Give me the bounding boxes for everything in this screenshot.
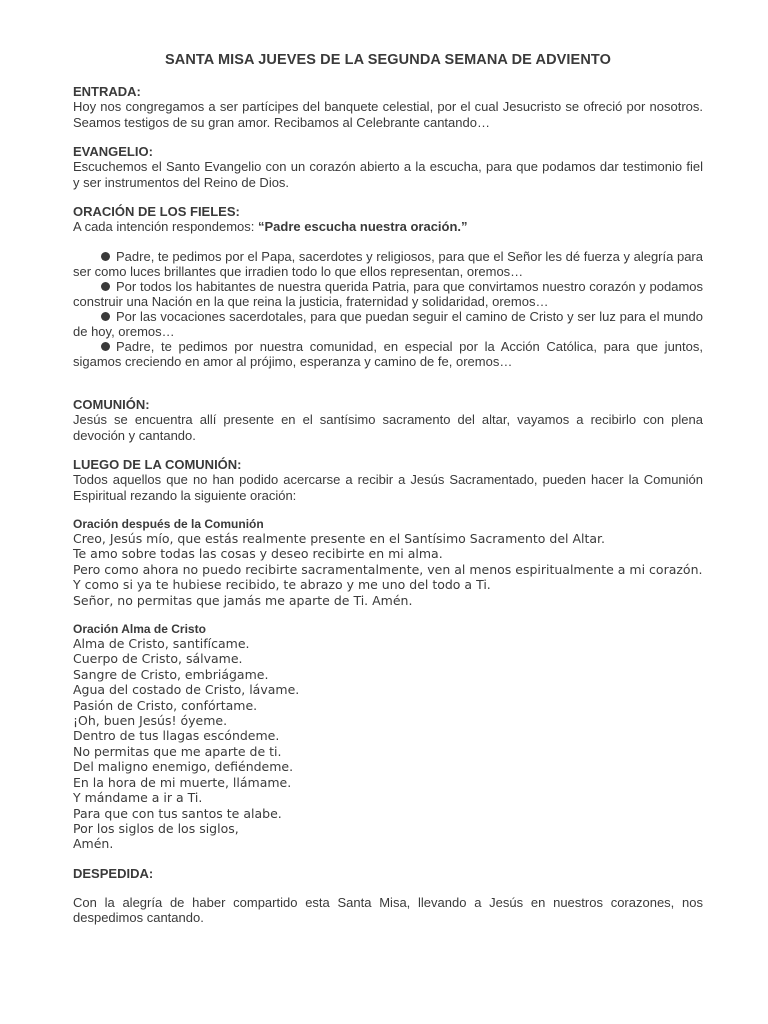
prayer-line: En la hora de mi muerte, llámame. xyxy=(73,774,292,790)
document-page xyxy=(73,50,703,926)
intention-item xyxy=(73,279,703,309)
despedida-text: Con la alegría de haber compartido esta Santa Misa, llevando a Jesús en nuestros corazones, nos despedimos cantando. xyxy=(73,894,703,926)
comunion-section xyxy=(73,397,703,443)
prayer-line: Amén. xyxy=(73,836,114,852)
oracion-alma-body xyxy=(73,636,703,852)
intention-item xyxy=(73,249,703,279)
intention-text: Por las vocaciones sacerdotales, para que puedan seguir el camino de Cristo y ser luz para el mundo de hoy, oremos… xyxy=(73,309,703,339)
prayer-line: Dentro de tus llagas escóndeme. xyxy=(73,728,280,744)
oracion-fieles-intro xyxy=(73,219,703,235)
response-text: “Padre escucha nuestra oración.” xyxy=(258,219,468,234)
prayer-line: Del maligno enemigo, defiéndeme. xyxy=(73,759,294,775)
evangelio-heading: EVANGELIO: xyxy=(73,144,153,159)
luego-comunion-text: Todos aquellos que no han podido acercarse a recibir a Jesús Sacramentado, pueden hacer la Comunión Espiritual rezando la siguiente oración: xyxy=(73,472,703,503)
intention-item xyxy=(73,309,703,339)
intro-text: A cada intención respondemos: xyxy=(73,219,259,234)
evangelio-section xyxy=(73,144,703,190)
evangelio-text: Escuchemos el Santo Evangelio con un corazón abierto a la escucha, para que podamos dar testimonio fiel y ser instrumentos del Reino de Dios. xyxy=(73,159,703,190)
bullet-icon xyxy=(101,282,110,291)
intention-text: Padre, te pedimos por nuestra comunidad, en especial por la Acción Católica, para que juntos, sigamos creciendo en amor al prójimo, esperanza y camino de fe, oremos… xyxy=(73,339,703,369)
oracion-despues-heading: Oración después de la Comunión xyxy=(73,517,264,531)
bullet-icon xyxy=(101,312,110,321)
despedida-section xyxy=(73,866,703,926)
oracion-alma-section xyxy=(73,622,703,852)
prayer-line: ¡Oh, buen Jesús! óyeme. xyxy=(73,713,228,729)
prayer-line: Alma de Cristo, santifícame. xyxy=(73,636,250,652)
luego-comunion-heading: LUEGO DE LA COMUNIÓN: xyxy=(73,457,242,472)
despedida-heading: DESPEDIDA: xyxy=(73,865,154,881)
oracion-despues-section xyxy=(73,517,703,608)
comunion-heading: COMUNIÓN: xyxy=(73,397,150,412)
prayer-line: Pasión de Cristo, confórtame. xyxy=(73,697,258,713)
prayer-line: Por los siglos de los siglos, xyxy=(73,820,239,836)
prayer-line: Cuerpo de Cristo, sálvame. xyxy=(73,651,243,667)
prayer-line: Y mándame a ir a Ti. xyxy=(73,790,203,806)
document-title: SANTA MISA JUEVES DE LA SEGUNDA SEMANA DE ADVIENTO xyxy=(165,52,611,68)
luego-comunion-section xyxy=(73,457,703,503)
entrada-section xyxy=(73,84,703,130)
entrada-heading: ENTRADA: xyxy=(73,84,141,99)
oracion-despues-body xyxy=(73,531,703,608)
prayer-line: Creo, Jesús mío, que estás realmente presente en el Santísimo Sacramento del Altar. xyxy=(73,531,606,546)
bullet-icon xyxy=(101,342,110,351)
prayer-line: Sangre de Cristo, embriágame. xyxy=(73,666,269,682)
prayer-line: Te amo sobre todas las cosas y deseo recibirte en mi alma. xyxy=(73,546,443,562)
bullet-icon xyxy=(101,252,110,261)
prayer-line: Señor, no permitas que jamás me aparte de Ti. Amén. xyxy=(73,592,413,608)
prayer-line: Y como si ya te hubiese recibido, te abrazo y me uno del todo a Ti. xyxy=(73,577,491,593)
oracion-fieles-heading: ORACIÓN DE LOS FIELES: xyxy=(73,204,240,219)
intention-item xyxy=(73,339,703,369)
oracion-fieles-section xyxy=(73,204,703,369)
prayer-line: Pero como ahora no puedo recibirte sacramentalmente, ven al menos espiritualmente a mi corazón. xyxy=(73,561,703,577)
comunion-text: Jesús se encuentra allí presente en el santísimo sacramento del altar, vayamos a recibirlo con plena devoción y cantando. xyxy=(73,412,703,443)
intention-text: Padre, te pedimos por el Papa, sacerdotes y religiosos, para que el Señor les dé fuerza y alegría para ser como luces brillantes que irradien todo lo que ellos representan, oremos… xyxy=(73,249,703,279)
prayer-line: No permitas que me aparte de ti. xyxy=(73,743,282,759)
prayer-line: Para que con tus santos te alabe. xyxy=(73,805,282,821)
oracion-alma-heading: Oración Alma de Cristo xyxy=(73,622,206,637)
prayer-line: Agua del costado de Cristo, lávame. xyxy=(73,682,300,698)
intention-text: Por todos los habitantes de nuestra querida Patria, para que convirtamos nuestro corazón y podamos construir una Nación en la que reina la justicia, fraternidad y solidaridad, oremos… xyxy=(73,279,703,309)
entrada-text: Hoy nos congregamos a ser partícipes del banquete celestial, por el cual Jesucristo se ofreció por nosotros. Seamos testigos de su gran amor. Recibamos al Celebrante cantando… xyxy=(73,99,703,130)
intentions-list xyxy=(73,249,703,369)
